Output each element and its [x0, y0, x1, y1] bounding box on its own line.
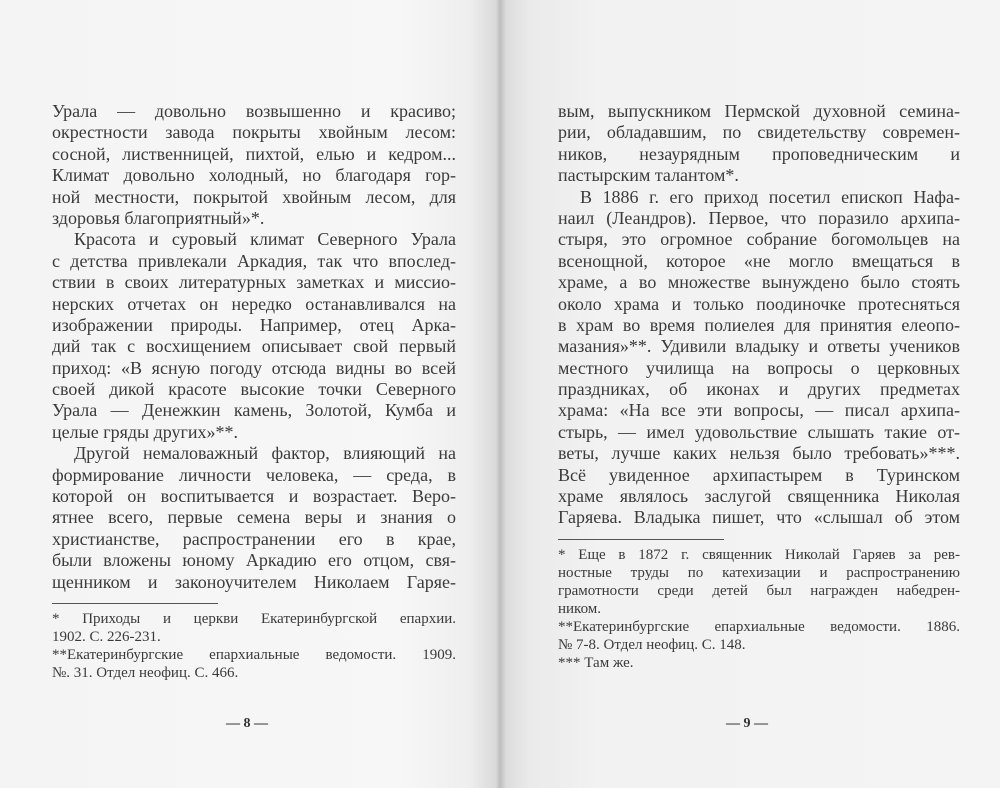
text-line: сосной, лиственницей, пихтой, елью и кедром... — [52, 143, 456, 164]
text-line: были вложены юному Аркадию его отцом, свя- — [52, 550, 456, 571]
text-line: Другой немаловажный фактор, влияющий на — [74, 443, 456, 464]
text-line: местного училища на вопросы о церковных — [558, 357, 960, 378]
text-line: окрестности завода покрыты хвойным лесом: — [52, 122, 456, 143]
footnote-divider — [558, 539, 724, 540]
text-line: вым, выпускником Пермской духовной семина- — [558, 101, 960, 121]
text-line: Красота и суровый климат Северного Урала — [74, 229, 456, 250]
text-line: здоровья благоприятный»*. — [52, 207, 265, 228]
footnote-line: **Екатеринбургские епархиальные ведомости. 1909. — [52, 646, 456, 663]
text-line: праздниках, об иконах и других предметах — [558, 379, 960, 400]
right-page — [558, 101, 960, 672]
right-page-body — [558, 101, 960, 529]
text-line: дий так с восхищением описывает свой первый — [52, 336, 456, 357]
text-line: ников, незаурядным проповедническим и — [558, 143, 960, 164]
text-line: щенником и законоучителем Николаем Гаряе- — [52, 571, 456, 592]
text-line: Гаряева. Владыка пишет, что «слышал об этом — [558, 507, 960, 528]
footnote-line: 1902. С. 226-231. — [52, 628, 161, 645]
footnote-divider — [52, 603, 218, 604]
text-line: изображении природы. Например, отец Арка- — [52, 314, 456, 335]
text-line: В 1886 г. его приход посетил епископ Нафа- — [580, 186, 960, 207]
left-page-body — [52, 101, 456, 593]
text-line: стырь, — имел удовольствие слышать такие от- — [558, 421, 960, 442]
text-line: ятнее всего, первые семена веры и знания о — [52, 507, 456, 528]
text-line: рии, обладавшим, по свидетельству современ- — [558, 122, 960, 143]
footnote-line: № 7-8. Отдел неофиц. С. 148. — [558, 636, 746, 653]
footnote-line: **Екатеринбургские епархиальные ведомости. 1886. — [558, 618, 960, 635]
text-line: формирование личности человека, — среда, в — [52, 464, 456, 485]
text-line: наил (Леандров). Первое, что поразило архипа- — [558, 207, 960, 228]
text-line: храме, а во множестве вынуждено было стоять — [558, 272, 960, 293]
page-number-left: — 8 — — [226, 716, 268, 731]
footnote-line: ником. — [558, 600, 602, 617]
footnote-line: ностные труды по катехизации и распространению — [558, 564, 960, 581]
text-line: мазания»**. Удивили владыку и ответы учеников — [558, 336, 960, 357]
text-line: Климат довольно холодный, но благодаря гор- — [52, 165, 456, 186]
text-line: около храма и только поодиночке протесняться — [558, 293, 960, 314]
text-line: христианстве, распространении его в крае, — [52, 528, 456, 549]
text-line: стыря, это огромное собрание богомольцев на — [558, 229, 960, 250]
text-line: своей дикой красоте высокие точки Северного — [52, 379, 456, 400]
text-line: ствии в своих литературных заметках и миссио- — [52, 272, 456, 293]
text-line: Всё увиденное архипастырем в Туринском — [558, 464, 960, 485]
text-line: приход: «В ясную погоду отсюда видны во всей — [52, 357, 456, 378]
text-line: пастырским талантом*. — [558, 165, 739, 186]
text-line: ной местности, покрытой хвойным лесом, для — [52, 186, 456, 207]
right-page-footnotes — [558, 546, 960, 672]
footnote-line: грамотности среди детей был награжден набедрен- — [558, 582, 960, 599]
text-line: веты, лучше каких нельзя было требовать»***. — [558, 443, 960, 464]
text-line: нерских отчетах он нередко останавливался на — [52, 293, 456, 314]
text-line: которой он воспитывается и возрастает. Веро- — [52, 486, 456, 507]
footnote-line: * Приходы и церкви Екатеринбургской епархии. — [52, 610, 456, 627]
page-number-right: — 9 — — [726, 716, 768, 731]
left-page — [52, 101, 456, 682]
text-line: храма: «На все эти вопросы, — писал архипа- — [558, 400, 960, 421]
text-line: Урала — Денежкин камень, Золотой, Кумба и — [52, 400, 456, 421]
footnote-line: * Еще в 1872 г. священник Николай Гаряев за рев- — [558, 546, 960, 563]
text-line: Урала — довольно возвышенно и красиво; — [52, 101, 456, 121]
footnote-line: *** Там же. — [558, 654, 634, 671]
text-line: целые гряды других»**. — [52, 421, 239, 442]
text-line: храме являлось заслугой священника Николая — [558, 486, 960, 507]
footnote-line: №. 31. Отдел неофиц. С. 466. — [52, 664, 239, 681]
left-page-footnotes — [52, 610, 456, 682]
text-line: в храм во время полиелея для принятия елеопо- — [558, 314, 960, 335]
text-line: с детства привлекали Аркадия, так что впослед- — [52, 250, 456, 271]
text-line: всенощной, которое «не могло вмещаться в — [558, 250, 960, 271]
